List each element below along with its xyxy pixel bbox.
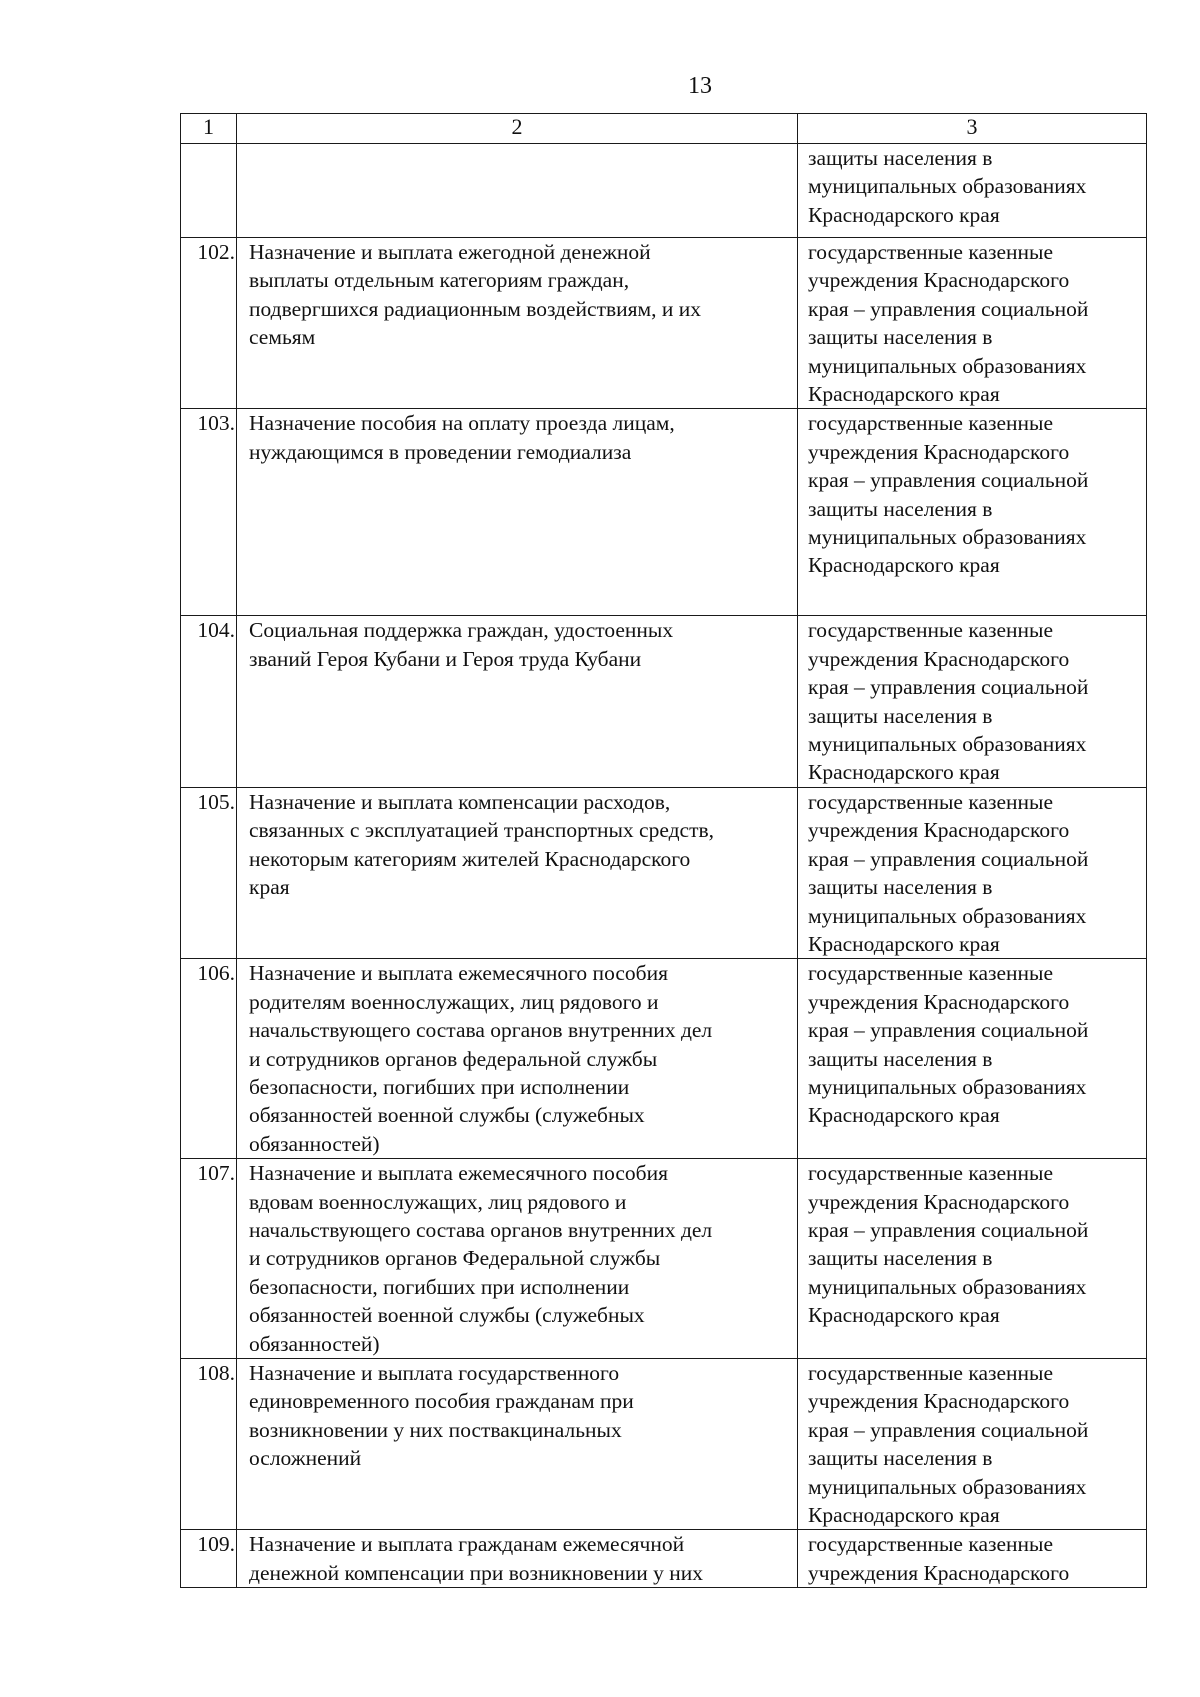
organization-cell-line: муниципальных образованиях [808, 1074, 1087, 1099]
organization-cell-line: государственные казенные [808, 411, 1054, 436]
description-cell-line: связанных с эксплуатацией транспортных средств, [249, 818, 714, 843]
organization-cell [798, 616, 1147, 787]
organization-cell-line: Краснодарского края [808, 1503, 1000, 1528]
organization-cell-line: государственные казенные [808, 1532, 1054, 1557]
description-cell-line: начальствующего состава органов внутренних дел [249, 1217, 713, 1242]
row-number: 105. [181, 787, 237, 958]
organization-cell-line: Краснодарского края [808, 553, 1000, 578]
description-cell-line: Назначение и выплата компенсации расходов, [249, 789, 671, 814]
row-number: 103. [181, 409, 237, 616]
organization-cell-line: края – управления социальной [808, 846, 1089, 871]
table-row [181, 1530, 1147, 1588]
table-row [181, 238, 1147, 409]
table-row [181, 616, 1147, 787]
organization-cell-line: края – управления социальной [808, 1417, 1089, 1442]
organization-cell [798, 787, 1147, 958]
organization-cell-line: защиты населения в [808, 1446, 993, 1471]
organization-cell-line: муниципальных образованиях [808, 903, 1087, 928]
organization-cell-line: учреждения Краснодарского [808, 1389, 1070, 1414]
column-header-organization: 3 [798, 114, 1147, 144]
description-cell-line: некоторым категориям жителей Краснодарского [249, 846, 691, 871]
description-cell [237, 1530, 798, 1588]
organization-cell-line: государственные казенные [808, 1361, 1054, 1385]
description-cell-line: безопасности, погибших при исполнении [249, 1274, 630, 1299]
description-cell-line: выплаты отдельным категориям граждан, [249, 268, 630, 293]
organization-cell-line: края – управления социальной [808, 468, 1089, 493]
organization-cell [798, 1359, 1147, 1530]
organization-cell-line: Краснодарского края [808, 1103, 1000, 1128]
description-cell-line: обязанностей военной службы (служебных [249, 1303, 645, 1328]
table-row [181, 787, 1147, 958]
organization-cell-line: государственные казенные [808, 618, 1054, 643]
description-cell-line: вдовам военнослужащих, лиц рядового и [249, 1189, 627, 1214]
description-cell [237, 1159, 798, 1359]
organization-cell-line: защиты населения в [808, 325, 993, 350]
description-cell-line: званий Героя Кубани и Героя труда Кубани [249, 646, 642, 671]
description-cell-line: осложнений [249, 1446, 362, 1471]
row-number: 107. [181, 1159, 237, 1359]
row-number: 104. [181, 616, 237, 787]
description-cell-line: Назначение и выплата ежемесячного пособия [249, 961, 668, 986]
organization-cell [798, 409, 1147, 616]
description-cell-line: обязанностей военной службы (служебных [249, 1103, 645, 1128]
organization-cell [798, 1159, 1147, 1359]
table-row [181, 1159, 1147, 1359]
column-header-number: 1 [181, 114, 237, 144]
organization-cell [798, 238, 1147, 409]
description-cell [237, 409, 798, 616]
description-cell [237, 238, 798, 409]
organization-cell-line: края – управления социальной [808, 675, 1089, 700]
organization-cell-line: муниципальных образованиях [808, 525, 1087, 550]
organization-cell-line: муниципальных образованиях [808, 1474, 1087, 1499]
table-row [181, 1359, 1147, 1530]
description-cell-line: и сотрудников органов Федеральной службы [249, 1246, 661, 1271]
description-cell [237, 1359, 798, 1530]
services-table [180, 113, 1147, 1588]
organization-cell [798, 1530, 1147, 1588]
description-cell-line: и сотрудников органов федеральной службы [249, 1046, 658, 1071]
organization-cell-line: защиты населения в [808, 1246, 993, 1271]
organization-cell-line: защиты населения в [808, 703, 993, 728]
organization-cell [798, 144, 1147, 238]
organization-cell-line: Краснодарского края [808, 931, 1000, 956]
organization-cell-line: учреждения Краснодарского [808, 646, 1070, 671]
description-cell-line: начальствующего состава органов внутренних дел [249, 1018, 713, 1043]
description-cell [237, 959, 798, 1159]
description-cell-line: безопасности, погибших при исполнении [249, 1074, 630, 1099]
organization-cell-line: края – управления социальной [808, 1018, 1089, 1043]
organization-cell-line: защиты населения в [808, 875, 993, 900]
organization-cell-line: государственные казенные [808, 961, 1054, 986]
description-cell-line: возникновении у них поствакцинальных [249, 1417, 622, 1442]
organization-cell-line: муниципальных образованиях [808, 1274, 1087, 1299]
organization-cell-line: муниципальных образованиях [808, 732, 1087, 757]
organization-cell-line: учреждения Краснодарского [808, 1560, 1070, 1585]
page-number: 13 [688, 73, 712, 99]
description-cell-line: обязанностей) [249, 1331, 380, 1356]
description-cell-line: обязанностей) [249, 1131, 380, 1156]
description-cell-line: Назначение и выплата ежемесячного пособия [249, 1161, 668, 1186]
organization-cell [798, 959, 1147, 1159]
organization-cell-line: учреждения Краснодарского [808, 1189, 1070, 1214]
description-cell-line: единовременного пособия гражданам при [249, 1389, 634, 1414]
description-cell [237, 616, 798, 787]
description-cell [237, 787, 798, 958]
description-cell-line: Назначение и выплата ежегодной денежной [249, 240, 651, 264]
organization-cell-line: учреждения Краснодарского [808, 268, 1070, 293]
organization-cell-line: учреждения Краснодарского [808, 439, 1070, 464]
organization-cell-line: Краснодарского края [808, 202, 1000, 227]
description-cell-line: семьям [249, 325, 316, 350]
table-row [181, 409, 1147, 616]
organization-cell-line: государственные казенные [808, 240, 1054, 264]
row-number: 106. [181, 959, 237, 1159]
organization-cell-line: защиты населения в [808, 496, 993, 521]
description-cell-line: родителям военнослужащих, лиц рядового и [249, 989, 659, 1014]
organization-cell-line: Краснодарского края [808, 760, 1000, 785]
table-row [181, 959, 1147, 1159]
description-cell-line: Назначение пособия на оплату проезда лицам, [249, 411, 675, 436]
description-cell-line: нуждающимся в проведении гемодиализа [249, 439, 632, 464]
column-header-description: 2 [237, 114, 798, 144]
row-number: 108. [181, 1359, 237, 1530]
organization-cell-line: государственные казенные [808, 789, 1054, 814]
description-cell-line: края [249, 875, 290, 900]
row-number: 102. [181, 238, 237, 409]
organization-cell-line: Краснодарского края [808, 382, 1000, 407]
table-row-continuation [181, 144, 1147, 238]
row-number: 109. [181, 1530, 237, 1588]
organization-cell-line: Краснодарского края [808, 1303, 1000, 1328]
number-cell [181, 144, 237, 238]
description-cell [237, 144, 798, 238]
description-cell-line: подвергшихся радиационным воздействиям, и их [249, 296, 702, 321]
description-cell-line: денежной компенсации при возникновении у них [249, 1560, 704, 1585]
organization-cell-line: муниципальных образованиях [808, 174, 1087, 199]
organization-cell-line: защиты населения в [808, 146, 993, 170]
organization-cell-line: учреждения Краснодарского [808, 989, 1070, 1014]
description-cell-line: Назначение и выплата государственного [249, 1361, 620, 1385]
organization-cell-line: государственные казенные [808, 1161, 1054, 1186]
organization-cell-line: защиты населения в [808, 1046, 993, 1071]
description-cell-line: Назначение и выплата гражданам ежемесячной [249, 1532, 685, 1557]
organization-cell-line: края – управления социальной [808, 1217, 1089, 1242]
organization-cell-line: учреждения Краснодарского [808, 818, 1070, 843]
organization-cell-line: муниципальных образованиях [808, 353, 1087, 378]
table-header-row [181, 114, 1147, 144]
organization-cell-line: края – управления социальной [808, 296, 1089, 321]
description-cell-line: Социальная поддержка граждан, удостоенных [249, 618, 674, 643]
